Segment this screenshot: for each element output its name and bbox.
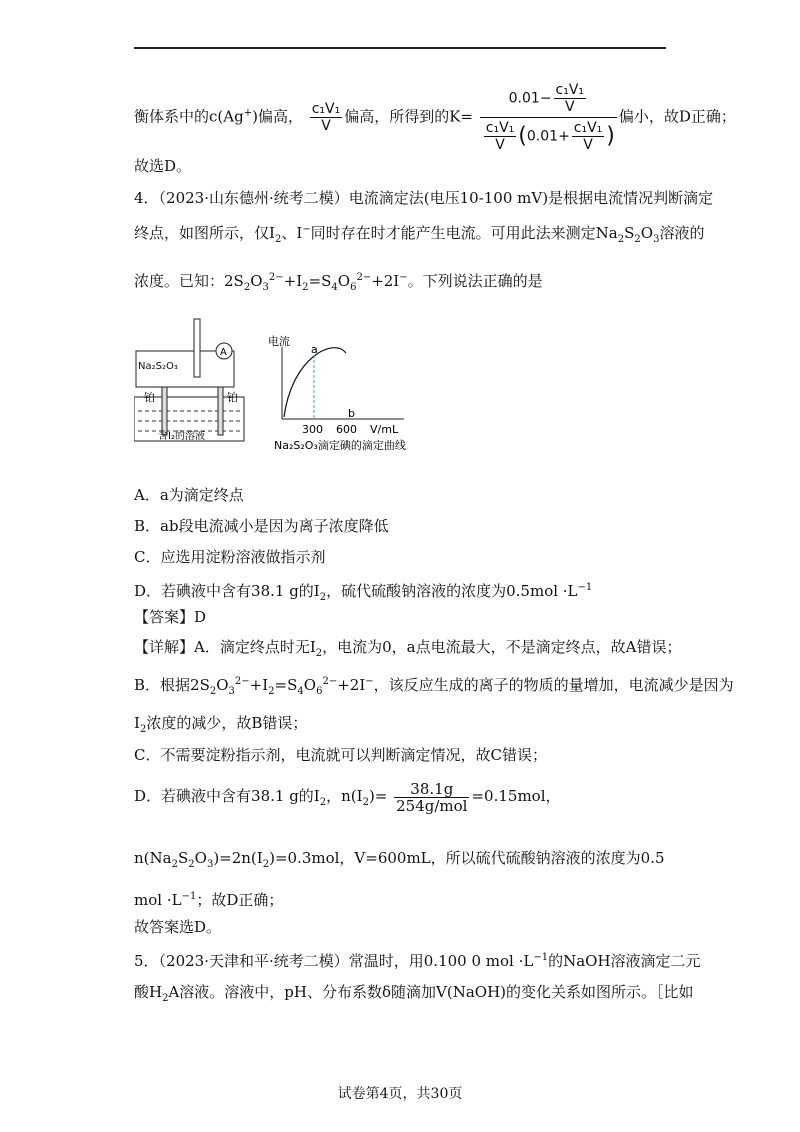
fraction: $\frac{38.1g}{\text{254g/mol}}$: [396, 779, 468, 815]
k-fraction: 0.01− $\frac{\text{c₁V₁}}{V}$ $\frac{\text{c₁V₁}}{V}$ (0.01+ $\frac{\text{c₁V₁}}{V}$ ): [480, 82, 617, 153]
electrode-right-label: 铂: [227, 391, 238, 404]
question-4-title: 4．（2023·山东德州·统考二模）电流滴定法(电压10-100 mV)是根据电流情况判断滴定: [134, 189, 714, 207]
x-tick: 300: [302, 423, 323, 436]
text-line: D．若碘液中含有38.1 g的$I_2$，$n(I_2)=$ $\frac{38.1g}{\text{254g/mol}}$ =0.15mol，: [134, 779, 561, 815]
solution-label: 含I₂的溶液: [158, 431, 205, 442]
fraction: $\frac{\text{c₁V₁}}{V}$: [311, 101, 341, 134]
text-line: 终点，如图所示，仅$I_2$、I−同时存在时才能产生电流。可用此法来测定$Na_2S_2O_3$溶液的: [134, 224, 705, 245]
text: 偏小，故D正确；: [618, 107, 736, 126]
page-footer: 试卷第4页，共30页: [337, 1086, 463, 1102]
point-b: b: [348, 407, 355, 420]
figure-caption: Na₂S₂O₃滴定碘的滴定曲线: [274, 439, 406, 452]
ammeter-label: A: [220, 347, 227, 358]
x-axis-label: V/mL: [370, 423, 399, 436]
text-line: $I_2$浓度的减少，故B错误；: [134, 714, 308, 735]
question-5-title: 5．（2023·天津和平·统考二模）常温时，用0.100 0 mol $\cdot L^{-1}$的NaOH溶液滴定二元: [134, 952, 701, 970]
text-line: 【详解】A．滴定终点时无$I_2$，电流为0，a点电流最大，不是滴定终点，故A错误；: [134, 638, 682, 659]
text-line: $n(Na_2S_2O_3)=2n(I_2)=0.3mol$，V=600mL，所以硫代硫酸钠溶液的浓度为0.5: [134, 849, 665, 870]
text-line: 酸$H_2A$溶液。溶液中，pH、分布系数δ随滴加V(NaOH)的变化关系如图所示。［比如: [134, 983, 694, 1004]
option-d: D．若碘液中含有38.1 g的$I_2$，硫代硫酸钠溶液的浓度为$0.5mol \cdot L^{-1}$: [134, 582, 593, 603]
reagent-label: Na₂S₂O₃: [138, 361, 178, 372]
electrode-left-label: 铂: [144, 391, 155, 404]
text-line: [134, 82, 736, 153]
text-line: B．根据$2S_2O_3^{2-}+I_2=S_4O_6^{2-}+2I^-$，该反应生成的离子的物质的量增加，电流减少是因为: [134, 676, 734, 697]
text-line: mol $\cdot L^{-1}$；故D正确；: [134, 891, 284, 909]
x-tick: 600: [336, 423, 357, 436]
text-line: C．不需要淀粉指示剂，电流就可以判断滴定情况，故C错误；: [134, 746, 547, 764]
text-line: 故选D。: [134, 157, 192, 175]
text-line: 浓度。已知：$2S_2O_3^{2-}+I_2=S_4O_6^{2-}+2I^-$。下列说法正确的是: [134, 272, 543, 293]
burette: [194, 319, 200, 377]
text-line: 故答案选D。: [134, 918, 222, 936]
titration-figure: [134, 317, 434, 462]
text: 偏高，所得到的K=: [344, 107, 474, 126]
answer: 【答案】D: [134, 608, 207, 626]
option-a: A．a为滴定终点: [134, 486, 244, 504]
y-axis-label: 电流: [268, 335, 290, 348]
electrode-left: [162, 387, 167, 435]
option-c: C．应选用淀粉溶液做指示剂: [134, 548, 326, 566]
electrode-right: [218, 387, 223, 435]
point-a: a: [311, 343, 318, 356]
option-b: B．ab段电流减小是因为离子浓度降低: [134, 517, 389, 535]
current-curve: [284, 348, 346, 417]
sup: +: [243, 107, 253, 119]
top-rule: [134, 47, 666, 49]
text: 衡体系中的c(Ag: [134, 107, 244, 126]
text: )偏高，: [252, 107, 303, 126]
